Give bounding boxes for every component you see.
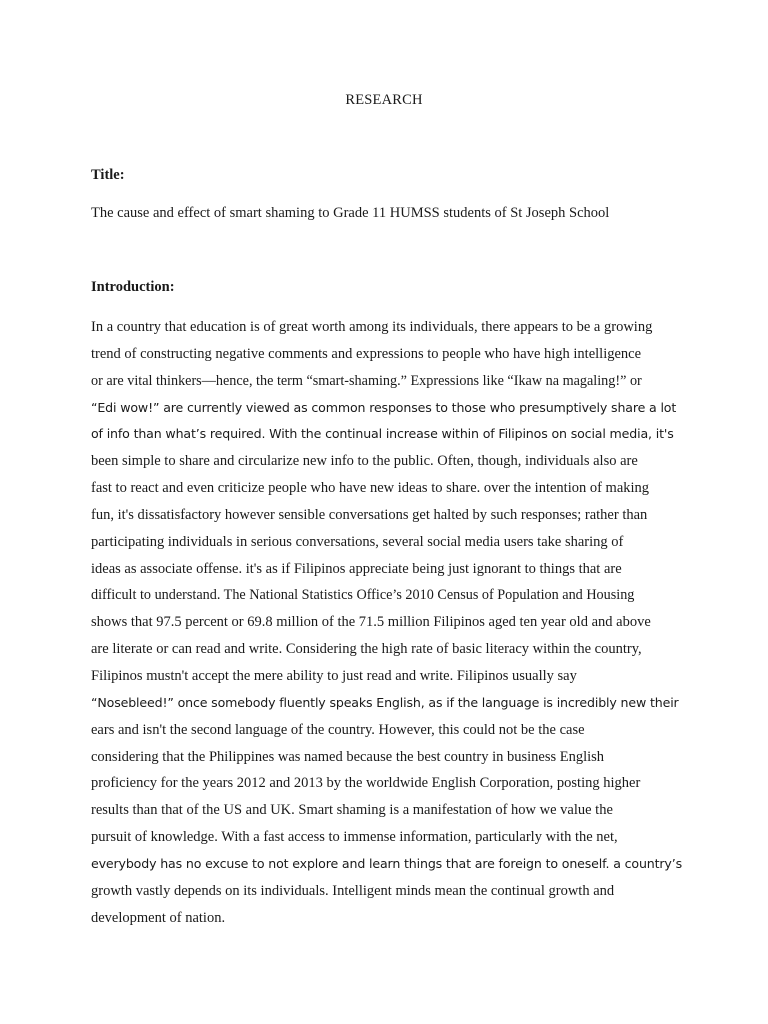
paragraph-line: Filipinos mustn't accept the mere ability to just read and write. Filipinos usually say [91, 667, 577, 684]
paragraph-line: participating individuals in serious conversations, several social media users take sharing of [91, 533, 624, 550]
title-text: The cause and effect of smart shaming to Grade 11 HUMSS students of St Joseph School [91, 205, 610, 221]
paragraph-line: shows that 97.5 percent or 69.8 million of the 71.5 million Filipinos aged ten year old and above [91, 614, 651, 631]
paragraph-line: ears and isn't the second language of the country. However, this could not be the case [91, 721, 585, 738]
introduction-label: Introduction: [91, 279, 175, 295]
paragraph-line: development of nation. [91, 909, 226, 926]
title-label: Title: [91, 167, 125, 183]
paragraph-line: In a country that education is of great worth among its individuals, there appears to be a growing [91, 319, 653, 335]
paragraph-line: fun, it's dissatisfactory however sensible conversations get halted by such responses; rather than [91, 506, 648, 523]
paragraph-line: considering that the Philippines was named because the best country in business English [91, 748, 605, 765]
document-heading: RESEARCH [345, 92, 423, 108]
paragraph-line: been simple to share and circularize new info to the public. Often, though, individuals also are [91, 453, 638, 470]
paragraph-line: ideas as associate offense. it's as if Filipinos appreciate being just ignorant to things that are [91, 560, 622, 577]
paragraph-line: trend of constructing negative comments and expressions to people who have high intelligence [91, 345, 642, 362]
paragraph-line: everybody has no excuse to not explore and learn things that are foreign to oneself. a country’s [91, 855, 682, 871]
paragraph-line: pursuit of knowledge. With a fast access to immense information, particularly with the net, [91, 829, 618, 846]
paragraph-line: or are vital thinkers—hence, the term “smart-shaming.” Expressions like “Ikaw na magaling!” or [91, 372, 642, 389]
introduction-paragraph [91, 314, 681, 931]
paragraph-line: results than that of the US and UK. Smart shaming is a manifestation of how we value the [91, 802, 613, 819]
paragraph-line: “Nosebleed!” once somebody fluently speaks English, as if the language is incredibly new their [91, 694, 679, 710]
paragraph-line: growth vastly depends on its individuals. Intelligent minds mean the continual growth and [91, 882, 615, 899]
paragraph-line: “Edi wow!” are currently viewed as common responses to those who presumptively share a lot [91, 399, 677, 415]
paragraph-line: difficult to understand. The National Statistics Office’s 2010 Census of Population and Housing [91, 587, 635, 604]
paragraph-line: proficiency for the years 2012 and 2013 by the worldwide English Corporation, posting higher [91, 775, 641, 792]
paragraph-line: fast to react and even criticize people who have new ideas to share. over the intention of making [91, 480, 650, 497]
paragraph-line: of info than what’s required. With the continual increase within of Filipinos on social media, it's [91, 426, 674, 442]
paragraph-line: are literate or can read and write. Considering the high rate of basic literacy within the country, [91, 641, 642, 658]
